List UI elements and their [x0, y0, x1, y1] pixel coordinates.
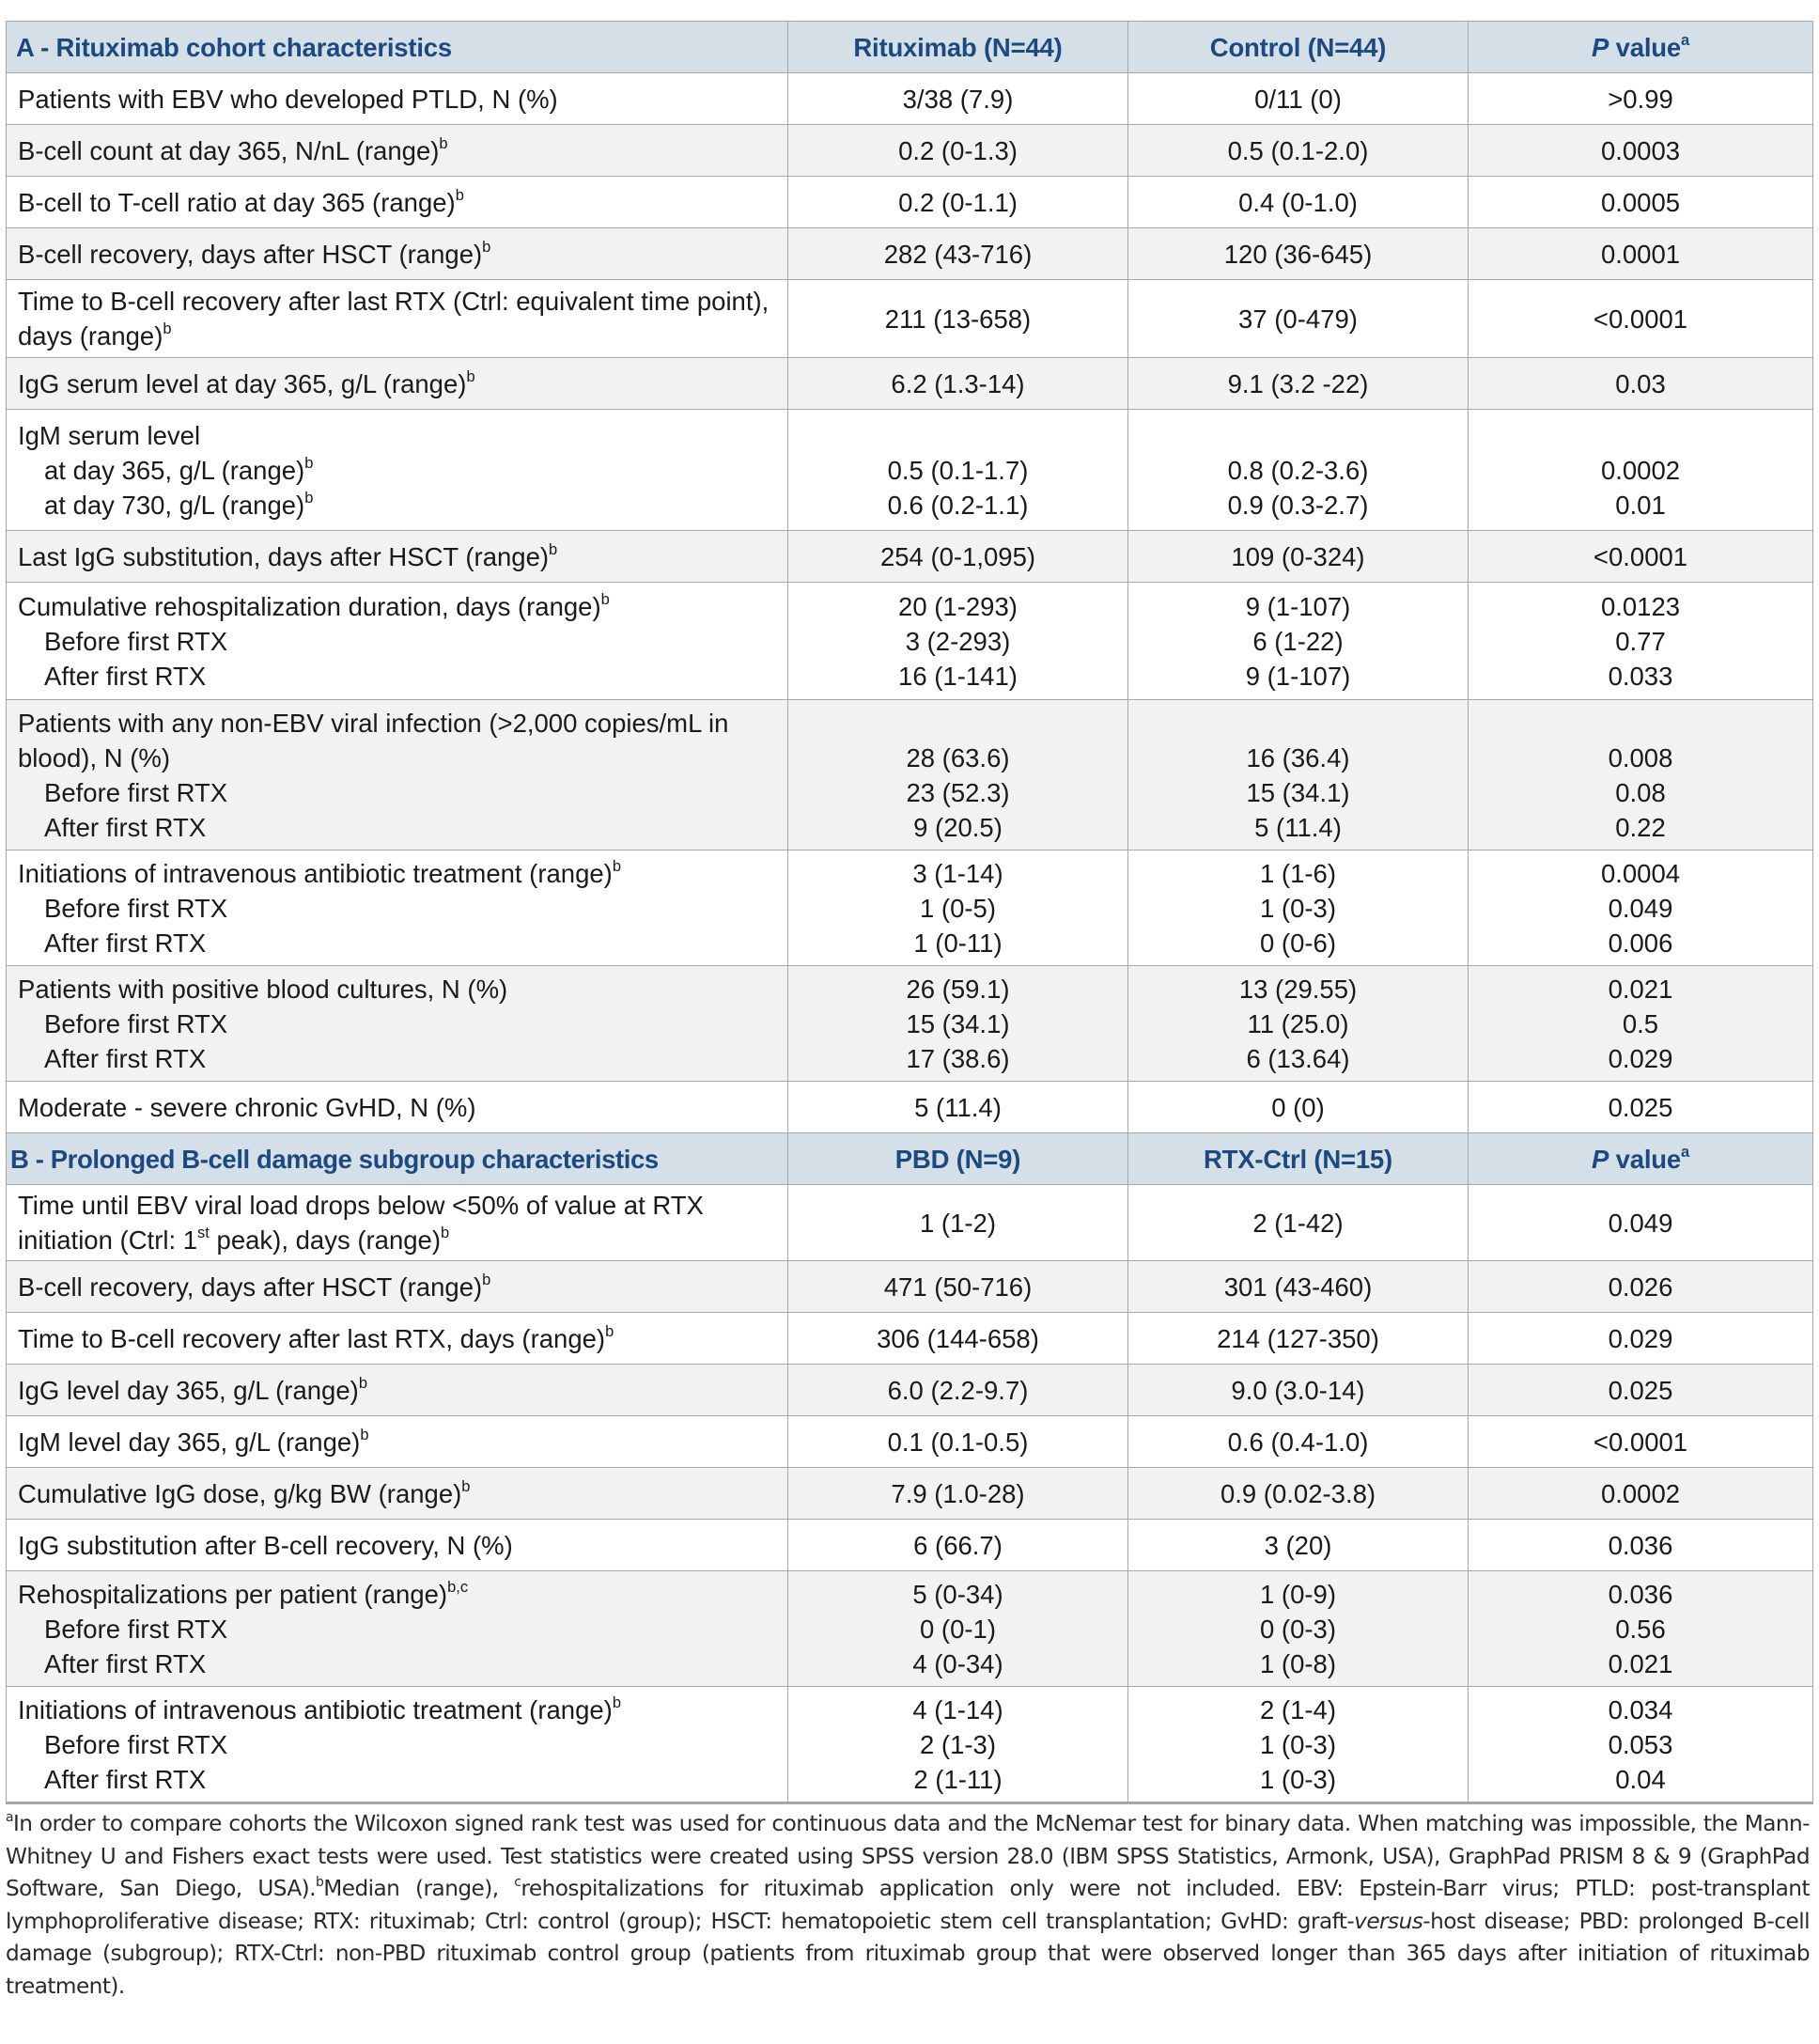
col-rituximab: Rituximab (N=44): [788, 22, 1128, 73]
sub-row-label: Before first RTX: [44, 626, 228, 656]
pbd-value: 6.0 (2.2-9.7): [788, 1365, 1128, 1416]
rtx-ctrl-value: 2 (1-42): [1128, 1185, 1469, 1261]
row-label-text: Time until EBV viral load drops below <50% of value at RTX initiation (Ctrl: 1: [18, 1191, 704, 1255]
sub-row-label: [18, 453, 776, 488]
footnote-mark: b: [440, 1225, 450, 1242]
pbd-values: [788, 1571, 1128, 1687]
control-values: [1128, 850, 1469, 966]
sub-row-label: [18, 488, 776, 523]
footnote-c-text: rehospitalizations for rituximab application only were not included. EBV: Epstein-Barr virus; PTLD: post-transplant lymphoproliferative disease; RTX: rituximab; Ctrl: control (group); HSCT: hematopoietic stem cell transplantation; GvHD: graft-: [6, 1876, 1810, 1934]
row-label-text: Cumulative IgG dose, g/kg BW (range): [18, 1478, 462, 1508]
row-label: [7, 358, 788, 410]
row-label: [7, 1365, 788, 1416]
p-value: 0.053: [1608, 1729, 1673, 1759]
control-value: 1 (1-6): [1260, 858, 1336, 888]
rtx-ctrl-value: 0 (0-3): [1260, 1614, 1336, 1644]
pbd-values: [788, 1687, 1128, 1803]
control-value: 6 (13.64): [1246, 1043, 1350, 1073]
p-value: 0.0005: [1469, 177, 1813, 228]
section-b-title: B - Prolonged B-cell damage subgroup characteristics: [7, 1133, 788, 1185]
row-label: [7, 1687, 788, 1803]
p-value: <0.0001: [1469, 1416, 1813, 1468]
sub-row-label: After first RTX: [44, 1043, 207, 1073]
row-label: [7, 73, 788, 125]
row-label: [7, 1571, 788, 1687]
row-label-text: Cumulative rehospitalization duration, days (range): [18, 591, 601, 621]
pbd-value: 306 (144-658): [788, 1313, 1128, 1365]
row-label-text: Patients with EBV who developed PTLD, N (%): [18, 84, 558, 114]
pbd-value: 6 (66.7): [788, 1520, 1128, 1571]
sub-row-label: Before first RTX: [44, 1614, 228, 1644]
table-row: [7, 1520, 1813, 1571]
footnote-mark-a: a: [6, 1809, 13, 1825]
rituximab-values: [788, 966, 1128, 1082]
p-value: 0.026: [1469, 1261, 1813, 1313]
table-row: [7, 1082, 1813, 1133]
sub-row-label: After first RTX: [44, 1764, 207, 1794]
row-label-text: IgG level day 365, g/L (range): [18, 1375, 359, 1405]
p-value: 0.0002: [1600, 455, 1681, 485]
footnote-mark-a: a: [1680, 1143, 1689, 1161]
p-value: [1469, 410, 1813, 531]
rituximab-value: 254 (0-1,095): [788, 531, 1128, 583]
footnote-mark: b,c: [447, 1578, 469, 1596]
rituximab-values: [788, 850, 1128, 966]
row-label: [7, 700, 788, 850]
control-value: 120 (36-645): [1128, 228, 1469, 280]
p-value: 0.03: [1469, 358, 1813, 410]
sub-row-label-text: at day 365, g/L (range): [44, 455, 305, 485]
table-row-blood-cultures: [7, 966, 1813, 1082]
row-label: [7, 280, 788, 358]
footnote-mark: b: [605, 1322, 614, 1340]
row-label-text: B-cell count at day 365, N/nL (range): [18, 135, 440, 165]
row-label: [7, 966, 788, 1082]
pbd-value: 2 (1-3): [920, 1729, 996, 1759]
row-label: [7, 177, 788, 228]
footnote-mark: b: [461, 1477, 471, 1495]
col-rtx-ctrl: RTX-Ctrl (N=15): [1128, 1133, 1469, 1185]
rituximab-value: 5 (11.4): [788, 1082, 1128, 1133]
rituximab-value: 23 (52.3): [906, 777, 1010, 807]
pbd-value: 2 (1-11): [913, 1764, 1003, 1794]
rituximab-value: 16 (1-141): [898, 661, 1018, 691]
pbd-value: 471 (50-716): [788, 1261, 1128, 1313]
rituximab-value: 0.2 (0-1.3): [788, 125, 1128, 177]
sub-row-label: Before first RTX: [44, 1008, 228, 1038]
rituximab-value: 0.2 (0-1.1): [788, 177, 1128, 228]
rituximab-value: 1 (0-11): [913, 928, 1003, 958]
control-value: 11 (25.0): [1247, 1008, 1349, 1038]
rituximab-value: 0.5 (0.1-1.7): [887, 455, 1029, 485]
footnote-mark: b: [612, 857, 622, 875]
rituximab-value: 15 (34.1): [906, 1008, 1010, 1038]
control-value: 16 (36.4): [1246, 742, 1350, 772]
p-value: 0.0003: [1469, 125, 1813, 177]
col-pbd: PBD (N=9): [788, 1133, 1128, 1185]
p-value: <0.0001: [1469, 280, 1813, 358]
control-value: 0.8 (0.2-3.6): [1227, 455, 1369, 485]
footnote-mark: b: [455, 186, 464, 204]
rituximab-value: 28 (63.6): [906, 742, 1010, 772]
p-value: >0.99: [1469, 73, 1813, 125]
pbd-value: 5 (0-34): [912, 1579, 1003, 1609]
footnote-mark-b: b: [316, 1875, 324, 1891]
table-row: [7, 358, 1813, 410]
p-value: 0.029: [1608, 1043, 1673, 1073]
table-row: [7, 125, 1813, 177]
footnote-mark: b: [360, 1426, 369, 1443]
rtx-ctrl-values: [1128, 1687, 1469, 1803]
row-label-text: peak), days (range): [209, 1225, 441, 1255]
row-label: Moderate - severe chronic GvHD, N (%): [7, 1082, 788, 1133]
p-values: [1469, 583, 1813, 700]
footnote-mark: b: [163, 320, 172, 338]
row-label: [7, 1313, 788, 1365]
p-value: 0.036: [1469, 1520, 1813, 1571]
p-value: 0.0001: [1469, 228, 1813, 280]
table-footnotes: [6, 1808, 1810, 2004]
p-value-word: value: [1609, 1144, 1681, 1174]
row-label: [7, 410, 788, 531]
col-p-value: [1469, 1133, 1813, 1185]
row-label: [7, 1468, 788, 1520]
rituximab-value: 0.6 (0.2-1.1): [887, 490, 1029, 520]
sub-row-label: After first RTX: [44, 661, 207, 691]
table-row: [7, 1416, 1813, 1468]
rituximab-value: 26 (59.1): [906, 974, 1010, 1004]
p-value: 0.04: [1615, 1764, 1666, 1794]
p-value: 0.034: [1608, 1694, 1673, 1724]
row-label: [7, 228, 788, 280]
p-value: 0.0004: [1600, 858, 1681, 888]
table-row: [7, 1468, 1813, 1520]
p-value: 0.5: [1622, 1008, 1659, 1038]
p-value: 0.22: [1615, 812, 1666, 842]
row-label-text: IgG substitution after B-cell recovery, N (%): [18, 1530, 513, 1560]
control-value: 15 (34.1): [1246, 777, 1350, 807]
rituximab-value: 20 (1-293): [898, 591, 1018, 621]
rtx-ctrl-value: 1 (0-3): [1260, 1764, 1336, 1794]
table-row-antibiotic: [7, 850, 1813, 966]
footnote-mark: b: [612, 1693, 622, 1711]
footnote-mark: b: [482, 238, 491, 256]
rituximab-value: 3 (2-293): [905, 626, 1011, 656]
control-value: 0.4 (0-1.0): [1128, 177, 1469, 228]
row-label: [7, 531, 788, 583]
p-value: 0.049: [1608, 893, 1673, 923]
p-letter: P: [1592, 1144, 1609, 1174]
p-values: [1469, 966, 1813, 1082]
table-row: [7, 73, 1813, 125]
control-value: 0.9 (0.3-2.7): [1227, 490, 1369, 520]
p-values: [1469, 1571, 1813, 1687]
footnote-versus: versus: [1354, 1908, 1423, 1934]
rtx-ctrl-value: 2 (1-4): [1260, 1694, 1336, 1724]
rtx-ctrl-value: 1 (0-9): [1260, 1579, 1336, 1609]
control-value: 0.5 (0.1-2.0): [1128, 125, 1469, 177]
p-value: 0.049: [1469, 1185, 1813, 1261]
table-row-igm: [7, 410, 1813, 531]
rtx-ctrl-value: 214 (127-350): [1128, 1313, 1469, 1365]
p-value-word: value: [1609, 32, 1681, 62]
rtx-ctrl-value: 3 (20): [1128, 1520, 1469, 1571]
rituximab-value: 17 (38.6): [906, 1043, 1010, 1073]
rtx-ctrl-value: 301 (43-460): [1128, 1261, 1469, 1313]
table-row-viral-infection: [7, 700, 1813, 850]
row-label-text: Rehospitalizations per patient (range): [18, 1579, 448, 1609]
results-table: [6, 21, 1813, 1804]
row-label-text: Last IgG substitution, days after HSCT (range): [18, 541, 550, 571]
pbd-value: 0 (0-1): [920, 1614, 996, 1644]
control-value: 9.1 (3.2 -22): [1128, 358, 1469, 410]
section-a-header: [7, 22, 1813, 73]
footnote-mark: b: [304, 454, 314, 472]
section-a-title: A - Rituximab cohort characteristics: [7, 22, 788, 73]
rituximab-value: 6.2 (1.3-14): [788, 358, 1128, 410]
sub-row-label: Before first RTX: [44, 893, 228, 923]
rituximab-value: 9 (20.5): [913, 812, 1003, 842]
sub-row-label: Before first RTX: [44, 1729, 228, 1759]
control-value: 109 (0-324): [1128, 531, 1469, 583]
sub-row-label: After first RTX: [44, 1648, 207, 1678]
table-row: [7, 531, 1813, 583]
sub-row-label: After first RTX: [44, 812, 207, 842]
footnote-mark: b: [304, 489, 314, 507]
row-label: [7, 850, 788, 966]
control-value: 1 (0-3): [1260, 893, 1336, 923]
table-row: [7, 1313, 1813, 1365]
p-values: [1469, 1687, 1813, 1803]
table-row-rehosp-duration: [7, 583, 1813, 700]
row-label: [7, 583, 788, 700]
p-values: [1469, 850, 1813, 966]
rtx-ctrl-value: 1 (0-3): [1260, 1729, 1336, 1759]
footnote-mark: b: [482, 1271, 491, 1288]
rtx-ctrl-value: 0.6 (0.4-1.0): [1128, 1416, 1469, 1468]
p-value: 0.029: [1469, 1313, 1813, 1365]
row-label: [7, 1261, 788, 1313]
control-value: 5 (11.4): [1254, 812, 1342, 842]
control-value: 0/11 (0): [1128, 73, 1469, 125]
rituximab-value: [788, 410, 1128, 531]
control-value: 0 (0): [1128, 1082, 1469, 1133]
table-row: [7, 1365, 1813, 1416]
control-values: [1128, 700, 1469, 850]
sub-row-label: Before first RTX: [44, 777, 228, 807]
row-label-text: Patients with any non-EBV viral infection (>2,000 copies/mL in blood), N (%): [18, 708, 729, 772]
p-values: [1469, 700, 1813, 850]
p-value: 0.01: [1615, 490, 1666, 520]
control-value: 6 (1-22): [1252, 626, 1344, 656]
table-row: [7, 1185, 1813, 1261]
footnote-mark: b: [600, 590, 610, 608]
rituximab-values: [788, 583, 1128, 700]
row-label-text: B-cell recovery, days after HSCT (range): [18, 239, 483, 269]
rituximab-value: 211 (13-658): [788, 280, 1128, 358]
p-value: 0.0002: [1469, 1468, 1813, 1520]
section-b-header: [7, 1133, 1813, 1185]
control-values: [1128, 966, 1469, 1082]
row-label: [7, 125, 788, 177]
p-value: 0.56: [1615, 1614, 1666, 1644]
footnote-mark: b: [549, 540, 558, 558]
pbd-value: 0.1 (0.1-0.5): [788, 1416, 1128, 1468]
footnote-a-text: In order to compare cohorts the Wilcoxon signed rank test was used for continuous data and the McNemar test for binary data. When matching was impossible, the Mann-Whitney U and Fishers exact tests were used. Test statistics were created using SPSS version 28.0 (IBM SPSS Statistics, Armonk, USA), GraphPad PRISM 8 & 9 (GraphPad Software, San Diego, USA).: [6, 1811, 1810, 1902]
row-label-text: Time to B-cell recovery after last RTX (Ctrl: equivalent time point), days (range): [18, 287, 770, 351]
p-value: 0.025: [1469, 1365, 1813, 1416]
control-value: 9 (1-107): [1245, 661, 1351, 691]
pbd-value: 4 (1-14): [912, 1694, 1003, 1724]
rituximab-value: 282 (43-716): [788, 228, 1128, 280]
sub-row-label-text: at day 730, g/L (range): [44, 490, 305, 520]
rtx-ctrl-value: 9.0 (3.0-14): [1128, 1365, 1469, 1416]
table-row-antibiotic-b: [7, 1687, 1813, 1803]
table-row-rehospitalizations: [7, 1571, 1813, 1687]
p-value: 0.0123: [1600, 591, 1681, 621]
control-value: [1128, 410, 1469, 531]
row-label-text: IgG serum level at day 365, g/L (range): [18, 368, 467, 398]
rituximab-value: 1 (0-5): [920, 893, 996, 923]
p-value: 0.021: [1608, 1648, 1673, 1678]
row-label-text: Patients with positive blood cultures, N (%): [18, 974, 508, 1004]
rituximab-value: 3 (1-14): [912, 858, 1003, 888]
control-value: 37 (0-479): [1128, 280, 1469, 358]
col-p-value: [1469, 22, 1813, 73]
p-value: 0.08: [1615, 777, 1666, 807]
row-label-text: B-cell to T-cell ratio at day 365 (range): [18, 187, 456, 217]
p-value: 0.77: [1615, 626, 1666, 656]
table-row: [7, 177, 1813, 228]
control-value: 9 (1-107): [1245, 591, 1351, 621]
footnote-mark: b: [466, 367, 475, 385]
p-value: 0.008: [1608, 742, 1673, 772]
table-row: [7, 228, 1813, 280]
row-label-text: Time to B-cell recovery after last RTX, days (range): [18, 1323, 606, 1353]
row-label-text: Initiations of intravenous antibiotic treatment (range): [18, 858, 613, 888]
footnote-b-text: Median (range),: [323, 1876, 515, 1902]
row-label-text: IgM serum level: [18, 420, 201, 450]
row-label: [7, 1185, 788, 1261]
col-control: Control (N=44): [1128, 22, 1469, 73]
footnote-mark: b: [439, 134, 448, 152]
p-value: 0.033: [1608, 661, 1673, 691]
footnote-mark-a: a: [1680, 31, 1689, 49]
sub-row-label: After first RTX: [44, 928, 207, 958]
rtx-ctrl-values: [1128, 1571, 1469, 1687]
footnote-abbrev-text: -host disease; PBD: prolonged B-cell damage (subgroup); RTX-Ctrl: non-PBD rituximab control group (patients from rituximab group that were observed longer than 365 days after initiation of rituximab treatment).: [6, 1908, 1810, 1999]
control-values: [1128, 583, 1469, 700]
row-label: [7, 1416, 788, 1468]
rtx-ctrl-value: 0.9 (0.02-3.8): [1128, 1468, 1469, 1520]
table-row: [7, 280, 1813, 358]
control-value: 13 (29.55): [1238, 974, 1358, 1004]
p-letter: P: [1592, 32, 1609, 62]
control-value: 0 (0-6): [1260, 928, 1336, 958]
row-label: [7, 1520, 788, 1571]
pbd-value: 1 (1-2): [788, 1185, 1128, 1261]
p-value: 0.025: [1469, 1082, 1813, 1133]
table-row: [7, 1261, 1813, 1313]
rituximab-value: 3/38 (7.9): [788, 73, 1128, 125]
row-label-text: B-cell recovery, days after HSCT (range): [18, 1272, 483, 1302]
footnote-mark-c: c: [514, 1875, 521, 1891]
row-label-text: IgM level day 365, g/L (range): [18, 1427, 361, 1457]
p-value: 0.021: [1608, 974, 1673, 1004]
pbd-value: 7.9 (1.0-28): [788, 1468, 1128, 1520]
rituximab-values: [788, 700, 1128, 850]
p-value: 0.006: [1608, 928, 1673, 958]
rtx-ctrl-value: 1 (0-8): [1260, 1648, 1336, 1678]
p-value: 0.036: [1608, 1579, 1673, 1609]
ordinal-suffix: st: [197, 1225, 210, 1242]
pbd-value: 4 (0-34): [912, 1648, 1003, 1678]
row-label-text: Initiations of intravenous antibiotic treatment (range): [18, 1694, 613, 1724]
footnote-mark: b: [358, 1374, 367, 1392]
p-value: <0.0001: [1469, 531, 1813, 583]
